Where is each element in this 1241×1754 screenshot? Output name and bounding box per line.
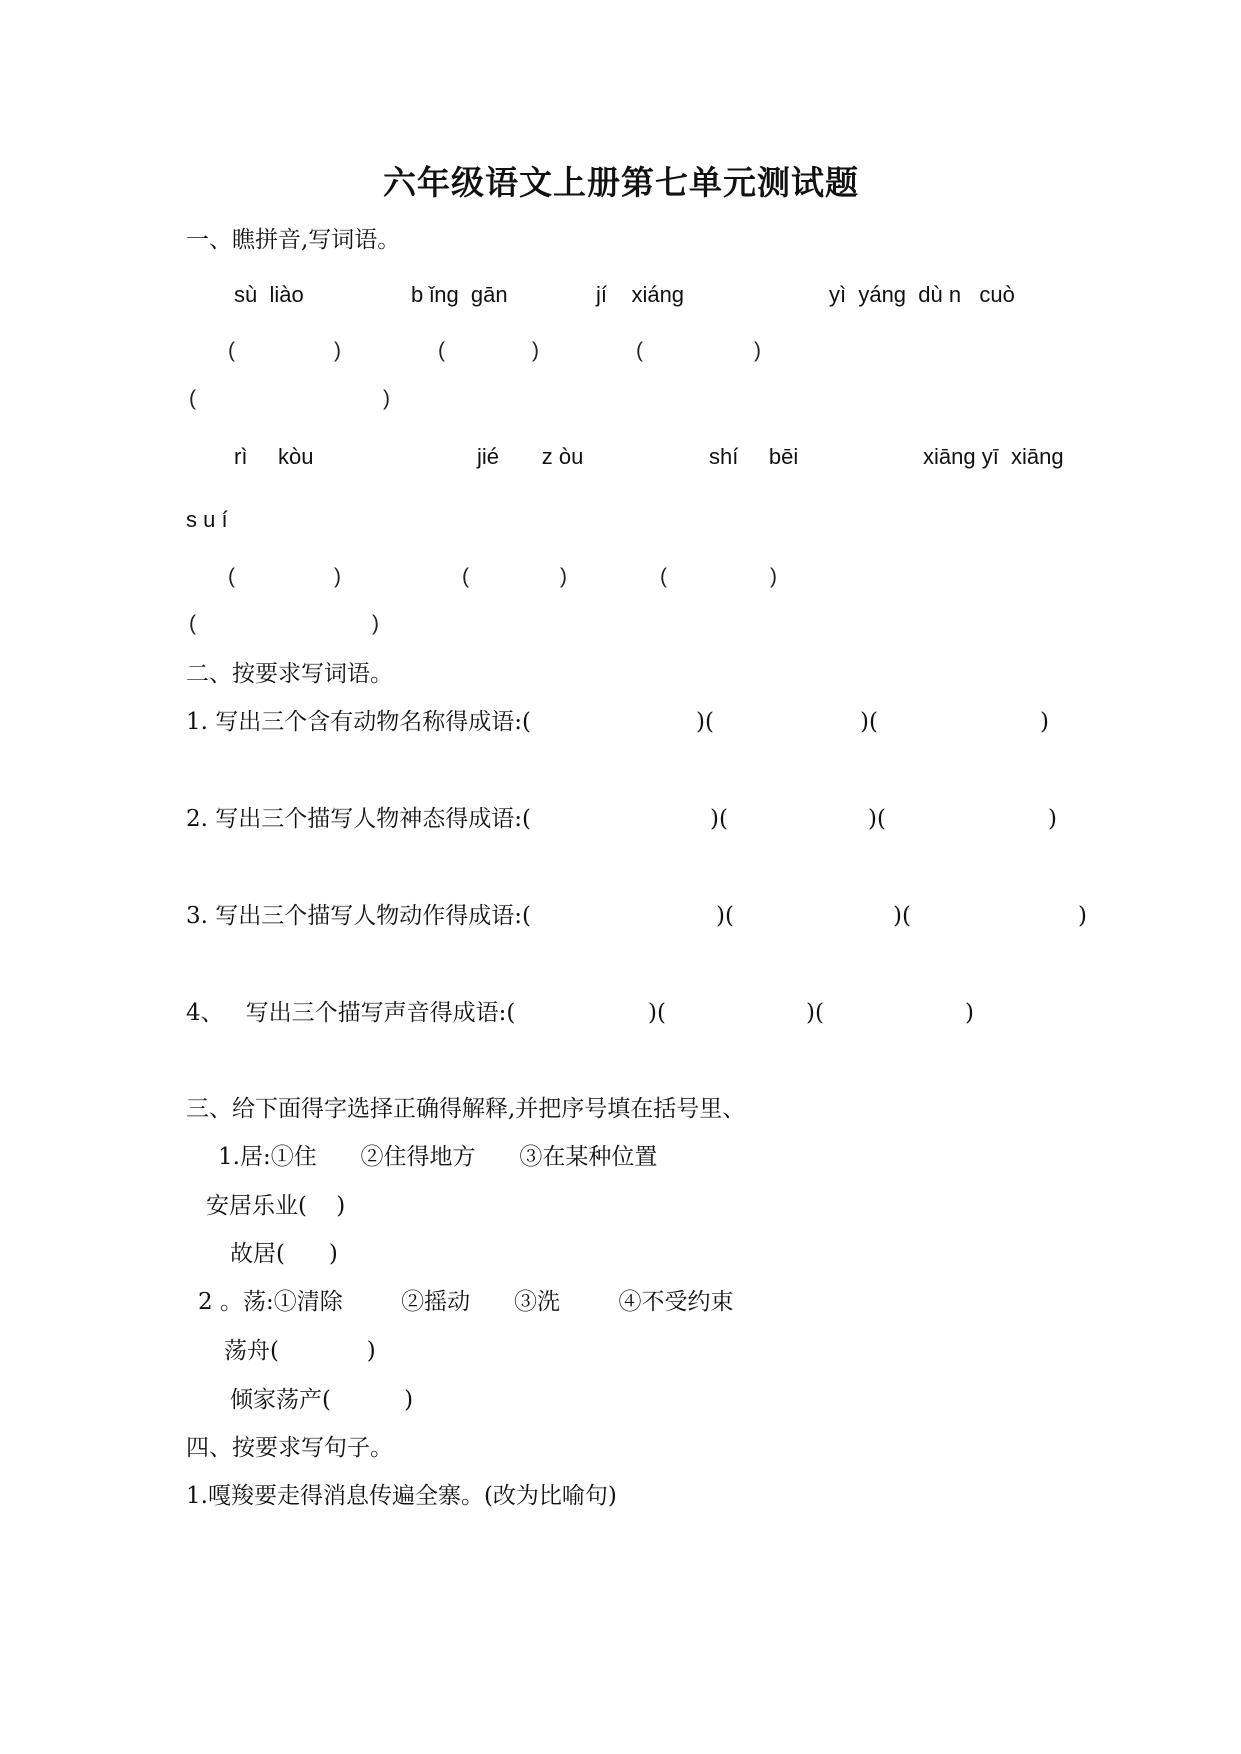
answer-close-paren: )	[754, 339, 761, 362]
pinyin-yiyangdunchuo: yì yáng dù n cuò	[829, 282, 1015, 307]
answer-close-paren: )	[383, 387, 390, 410]
answer-end-paren: )	[1078, 903, 1087, 929]
answer-open-paren: (	[228, 565, 235, 588]
question-4-1: 1.嘎羧要走得消息传遍全寨。(改为比喻句)	[186, 1483, 617, 1509]
question-3-2b: 倾家荡产( )	[230, 1387, 414, 1413]
question-2-4: 4、 写出三个描写声音得成语:(	[186, 1000, 516, 1026]
answer-separator: )(	[893, 903, 911, 929]
pinyin-binggan: b ǐng gān	[411, 282, 508, 307]
answer-close-paren: )	[334, 339, 341, 362]
answer-open-paren: (	[228, 339, 235, 362]
answer-end-paren: )	[965, 1000, 974, 1026]
pinyin-jiezou: jié z òu	[477, 444, 584, 469]
question-2-3: 3. 写出三个描写人物动作得成语:(	[186, 903, 531, 929]
answer-open-paren: (	[189, 612, 196, 635]
pinyin-xiangyixiang: xiāng yī xiāng	[923, 444, 1064, 469]
question-2-2: 2. 写出三个描写人物神态得成语:(	[186, 806, 531, 832]
answer-close-paren: )	[372, 612, 379, 635]
section-3-heading: 三、给下面得字选择正确得解释,并把序号填在括号里、	[186, 1096, 746, 1122]
pinyin-rikou: rì kòu	[234, 444, 314, 469]
question-3-1: 1.居:①住 ②住得地方 ③在某种位置	[218, 1144, 658, 1170]
pinyin-jixiang: jí xiáng	[596, 282, 685, 307]
answer-separator: )(	[860, 709, 878, 735]
answer-separator: )(	[716, 903, 734, 929]
answer-close-paren: )	[334, 565, 341, 588]
pinyin-suliao: sù liào	[234, 282, 304, 307]
answer-separator: )(	[710, 806, 728, 832]
answer-separator: )(	[806, 1000, 824, 1026]
question-3-1b: 故居( )	[230, 1241, 338, 1267]
question-3-2: 2 。荡:①清除 ②摇动 ③洗 ④不受约束	[198, 1289, 734, 1315]
pinyin-sui: s u í	[186, 507, 228, 532]
section-2-heading: 二、按要求写词语。	[186, 661, 393, 687]
answer-separator: )(	[696, 709, 714, 735]
answer-open-paren: (	[438, 339, 445, 362]
page-title: 六年级语文上册第七单元测试题	[383, 163, 859, 202]
section-4-heading: 四、按要求写句子。	[186, 1435, 393, 1461]
question-3-2a: 荡舟( )	[224, 1338, 376, 1364]
question-3-1a: 安居乐业( )	[206, 1193, 346, 1219]
section-1-heading: 一、瞧拼音,写词语。	[186, 227, 401, 253]
answer-open-paren: (	[189, 387, 196, 410]
answer-open-paren: (	[462, 565, 469, 588]
answer-open-paren: (	[660, 565, 667, 588]
question-2-1: 1. 写出三个含有动物名称得成语:(	[186, 709, 531, 735]
answer-close-paren: )	[770, 565, 777, 588]
answer-open-paren: (	[636, 339, 643, 362]
pinyin-shibei: shí bēi	[709, 444, 799, 469]
answer-end-paren: )	[1040, 709, 1049, 735]
answer-close-paren: )	[532, 339, 539, 362]
answer-close-paren: )	[560, 565, 567, 588]
answer-separator: )(	[868, 806, 886, 832]
answer-separator: )(	[648, 1000, 666, 1026]
answer-end-paren: )	[1048, 806, 1057, 832]
